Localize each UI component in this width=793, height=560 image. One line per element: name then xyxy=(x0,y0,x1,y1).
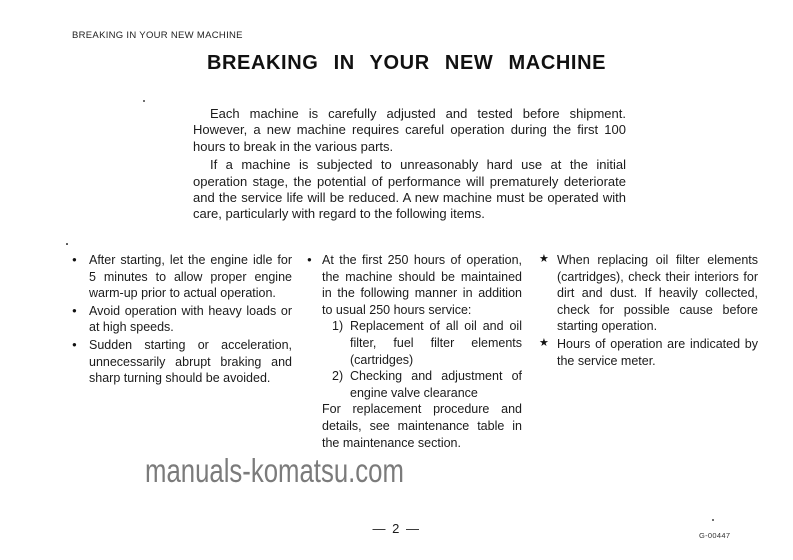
sub-item-text: Replacement of all oil and oil filter, fuel filter elements (cartridges) xyxy=(350,319,522,367)
list-item xyxy=(72,337,292,387)
note-text: For replacement procedure and details, see maintenance table in the maintenance section. xyxy=(322,402,522,450)
sub-item-number: 1) xyxy=(332,319,344,334)
running-header: BREAKING IN YOUR NEW MACHINE xyxy=(72,30,243,41)
document-code: G-00447 xyxy=(699,531,731,540)
sub-list-item xyxy=(332,368,522,401)
list-item-text: After starting, let the engine idle for 5 minutes to allow proper engine warm-up prior to actual operation. xyxy=(89,253,292,301)
star-icon: ★ xyxy=(539,253,549,265)
sub-item-text: Checking and adjustment of engine valve clearance xyxy=(350,369,522,400)
list-item xyxy=(539,252,758,335)
bullet-icon: ● xyxy=(72,255,77,264)
scan-speck xyxy=(712,519,714,521)
bullet-icon: ● xyxy=(72,339,77,349)
list-item xyxy=(72,252,292,302)
bullet-icon: ● xyxy=(307,255,312,264)
list-item xyxy=(307,252,522,451)
sub-list-item xyxy=(332,318,522,368)
list-item-text: When replacing oil filter elements (cartridges), check their interiors for dirt and dust. If heavily collected, check for possible cause before starting operation. xyxy=(557,253,758,334)
page-title: BREAKING IN YOUR NEW MACHINE xyxy=(206,52,607,74)
scan-speck xyxy=(66,243,68,245)
list-item-text: At the first 250 hours of operation, the machine should be maintained in the following manner in addition to usual 250 hours service: xyxy=(322,253,522,317)
page-number: — 2 — xyxy=(372,521,421,536)
watermark: manuals-komatsu.com xyxy=(145,452,404,489)
intro-paragraph-2: If a machine is subjected to unreasonably hard use at the initial operation stage, the potential of performance will prematurely deteriorate and the service life will be reduced. A new machine must be operated with care, particularly with regard to the following items. xyxy=(193,157,626,222)
column-middle xyxy=(307,252,522,452)
sub-item-number: 2) xyxy=(332,369,344,384)
star-icon: ★ xyxy=(539,336,549,349)
intro-paragraph-1: Each machine is carefully adjusted and tested before shipment. However, a new machine requires careful operation during the first 100 hours to break in the various parts. xyxy=(193,106,626,154)
list-item xyxy=(539,336,758,369)
column-right xyxy=(539,252,758,370)
scan-speck xyxy=(143,100,145,102)
list-item-text: Hours of operation are indicated by the service meter. xyxy=(557,336,758,368)
list-item-text: Sudden starting or acceleration, unnecessarily abrupt braking and sharp turning should be avoided. xyxy=(89,337,292,386)
bullet-icon: ● xyxy=(72,305,77,315)
list-item-text: Avoid operation with heavy loads or at high speeds. xyxy=(89,303,292,335)
intro-section xyxy=(193,106,626,223)
column-left xyxy=(72,252,292,388)
sub-list xyxy=(332,318,522,401)
list-item xyxy=(72,303,292,336)
